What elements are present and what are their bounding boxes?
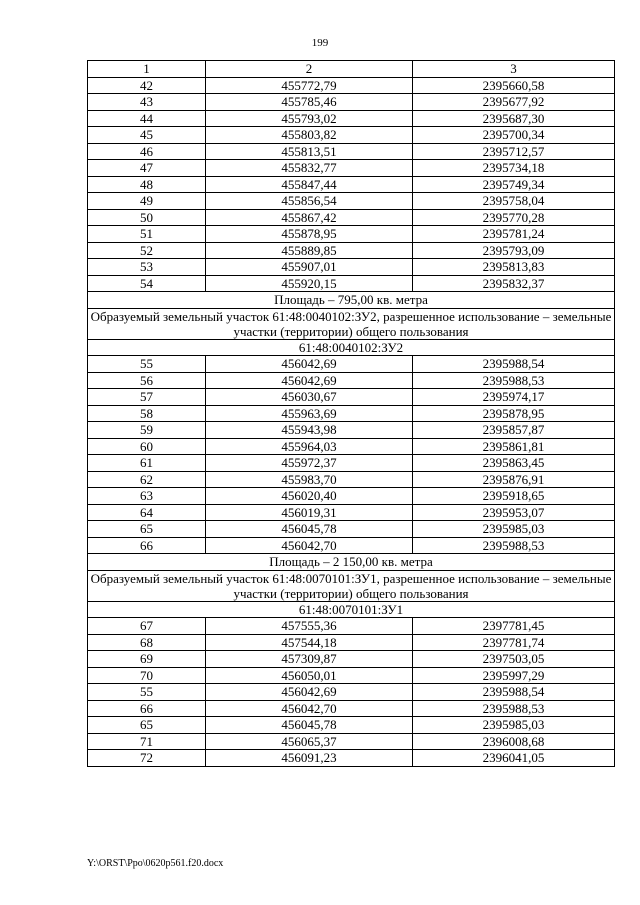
y-coordinate-cell: 2395813,83	[413, 259, 615, 276]
x-coordinate-cell: 455983,70	[206, 471, 413, 488]
point-number-cell: 67	[88, 618, 206, 635]
x-coordinate-cell: 456042,69	[206, 356, 413, 373]
point-number-cell: 65	[88, 717, 206, 734]
x-coordinate-cell: 455772,79	[206, 77, 413, 94]
table-row	[88, 226, 615, 243]
table-row	[88, 176, 615, 193]
y-coordinate-cell: 2395700,34	[413, 127, 615, 144]
section-row	[88, 601, 615, 618]
table-row	[88, 618, 615, 635]
y-coordinate-cell: 2395793,09	[413, 242, 615, 259]
y-coordinate-cell: 2395861,81	[413, 438, 615, 455]
y-coordinate-cell: 2395749,34	[413, 176, 615, 193]
point-number-cell: 70	[88, 667, 206, 684]
column-header-y: 3	[413, 61, 615, 78]
point-number-cell: 56	[88, 372, 206, 389]
x-coordinate-cell: 456020,40	[206, 488, 413, 505]
y-coordinate-cell: 2395857,87	[413, 422, 615, 439]
x-coordinate-cell: 456050,01	[206, 667, 413, 684]
x-coordinate-cell: 456042,69	[206, 684, 413, 701]
x-coordinate-cell: 455963,69	[206, 405, 413, 422]
point-number-cell: 64	[88, 504, 206, 521]
y-coordinate-cell: 2395677,92	[413, 94, 615, 111]
x-coordinate-cell: 457309,87	[206, 651, 413, 668]
y-coordinate-cell: 2395997,29	[413, 667, 615, 684]
point-number-cell: 49	[88, 193, 206, 210]
table-row	[88, 521, 615, 538]
column-header-point: 1	[88, 61, 206, 78]
y-coordinate-cell: 2395876,91	[413, 471, 615, 488]
page-number: 199	[311, 37, 329, 49]
y-coordinate-cell: 2395988,53	[413, 700, 615, 717]
x-coordinate-cell: 455907,01	[206, 259, 413, 276]
point-number-cell: 52	[88, 242, 206, 259]
table-row	[88, 127, 615, 144]
table-row	[88, 438, 615, 455]
y-coordinate-cell: 2395988,53	[413, 372, 615, 389]
point-number-cell: 48	[88, 176, 206, 193]
y-coordinate-cell: 2395985,03	[413, 717, 615, 734]
table-row	[88, 242, 615, 259]
table-row	[88, 733, 615, 750]
point-number-cell: 51	[88, 226, 206, 243]
section-row	[88, 308, 615, 339]
table-row	[88, 667, 615, 684]
footer-file-path: Y:\ORST\Ppo\0620p561.f20.docx	[87, 858, 224, 869]
x-coordinate-cell: 455867,42	[206, 209, 413, 226]
y-coordinate-cell: 2395712,57	[413, 143, 615, 160]
table-row	[88, 259, 615, 276]
y-coordinate-cell: 2397781,45	[413, 618, 615, 635]
y-coordinate-cell: 2395953,07	[413, 504, 615, 521]
point-number-cell: 42	[88, 77, 206, 94]
section-row	[88, 554, 615, 571]
x-coordinate-cell: 456045,78	[206, 717, 413, 734]
y-coordinate-cell: 2397503,05	[413, 651, 615, 668]
x-coordinate-cell: 455856,54	[206, 193, 413, 210]
point-number-cell: 45	[88, 127, 206, 144]
x-coordinate-cell: 455793,02	[206, 110, 413, 127]
table-row	[88, 160, 615, 177]
y-coordinate-cell: 2395974,17	[413, 389, 615, 406]
table-row	[88, 94, 615, 111]
x-coordinate-cell: 457555,36	[206, 618, 413, 635]
table-row	[88, 684, 615, 701]
section-text: 61:48:0040102:ЗУ2	[88, 339, 615, 356]
point-number-cell: 65	[88, 521, 206, 538]
section-text: Образуемый земельный участок 61:48:0040102:ЗУ2, разрешенное использование – земельные участки (территории) общего пользования	[88, 308, 615, 339]
x-coordinate-cell: 455803,82	[206, 127, 413, 144]
table-row	[88, 537, 615, 554]
y-coordinate-cell: 2395988,54	[413, 356, 615, 373]
section-row	[88, 339, 615, 356]
y-coordinate-cell: 2396041,05	[413, 750, 615, 767]
y-coordinate-cell: 2395988,53	[413, 537, 615, 554]
table-header-row	[88, 61, 615, 78]
section-row	[88, 292, 615, 309]
table-body	[88, 77, 615, 766]
y-coordinate-cell: 2395988,54	[413, 684, 615, 701]
x-coordinate-cell: 456042,70	[206, 700, 413, 717]
point-number-cell: 59	[88, 422, 206, 439]
point-number-cell: 47	[88, 160, 206, 177]
y-coordinate-cell: 2395985,03	[413, 521, 615, 538]
table-row	[88, 77, 615, 94]
table-row	[88, 275, 615, 292]
x-coordinate-cell: 456065,37	[206, 733, 413, 750]
x-coordinate-cell: 455813,51	[206, 143, 413, 160]
y-coordinate-cell: 2397781,74	[413, 634, 615, 651]
point-number-cell: 57	[88, 389, 206, 406]
y-coordinate-cell: 2395781,24	[413, 226, 615, 243]
y-coordinate-cell: 2396008,68	[413, 733, 615, 750]
table-row	[88, 405, 615, 422]
point-number-cell: 71	[88, 733, 206, 750]
x-coordinate-cell: 457544,18	[206, 634, 413, 651]
y-coordinate-cell: 2395687,30	[413, 110, 615, 127]
section-text: Образуемый земельный участок 61:48:0070101:ЗУ1, разрешенное использование – земельные участки (территории) общего пользования	[88, 570, 615, 601]
point-number-cell: 50	[88, 209, 206, 226]
section-text: Площадь – 795,00 кв. метра	[88, 292, 615, 309]
table-row	[88, 634, 615, 651]
table-row	[88, 389, 615, 406]
point-number-cell: 43	[88, 94, 206, 111]
point-number-cell: 55	[88, 356, 206, 373]
point-number-cell: 53	[88, 259, 206, 276]
point-number-cell: 63	[88, 488, 206, 505]
table-row	[88, 143, 615, 160]
x-coordinate-cell: 456042,69	[206, 372, 413, 389]
y-coordinate-cell: 2395734,18	[413, 160, 615, 177]
section-row	[88, 570, 615, 601]
y-coordinate-cell: 2395758,04	[413, 193, 615, 210]
point-number-cell: 68	[88, 634, 206, 651]
y-coordinate-cell: 2395878,95	[413, 405, 615, 422]
x-coordinate-cell: 455972,37	[206, 455, 413, 472]
x-coordinate-cell: 455943,98	[206, 422, 413, 439]
x-coordinate-cell: 456045,78	[206, 521, 413, 538]
point-number-cell: 54	[88, 275, 206, 292]
x-coordinate-cell: 456019,31	[206, 504, 413, 521]
point-number-cell: 66	[88, 537, 206, 554]
x-coordinate-cell: 455878,95	[206, 226, 413, 243]
table-row	[88, 750, 615, 767]
point-number-cell: 58	[88, 405, 206, 422]
table-row	[88, 209, 615, 226]
x-coordinate-cell: 455785,46	[206, 94, 413, 111]
table-row	[88, 700, 615, 717]
table-row	[88, 488, 615, 505]
point-number-cell: 72	[88, 750, 206, 767]
point-number-cell: 66	[88, 700, 206, 717]
table-row	[88, 455, 615, 472]
coordinates-table	[87, 60, 615, 767]
point-number-cell: 60	[88, 438, 206, 455]
table-row	[88, 193, 615, 210]
point-number-cell: 62	[88, 471, 206, 488]
y-coordinate-cell: 2395770,28	[413, 209, 615, 226]
table-row	[88, 717, 615, 734]
table-row	[88, 372, 615, 389]
x-coordinate-cell: 456030,67	[206, 389, 413, 406]
column-header-x: 2	[206, 61, 413, 78]
table-row	[88, 504, 615, 521]
y-coordinate-cell: 2395863,45	[413, 455, 615, 472]
y-coordinate-cell: 2395832,37	[413, 275, 615, 292]
point-number-cell: 61	[88, 455, 206, 472]
point-number-cell: 55	[88, 684, 206, 701]
x-coordinate-cell: 455847,44	[206, 176, 413, 193]
table-row	[88, 110, 615, 127]
point-number-cell: 69	[88, 651, 206, 668]
table-row	[88, 651, 615, 668]
x-coordinate-cell: 455889,85	[206, 242, 413, 259]
x-coordinate-cell: 455920,15	[206, 275, 413, 292]
point-number-cell: 46	[88, 143, 206, 160]
point-number-cell: 44	[88, 110, 206, 127]
section-text: 61:48:0070101:ЗУ1	[88, 601, 615, 618]
table-row	[88, 356, 615, 373]
x-coordinate-cell: 455832,77	[206, 160, 413, 177]
x-coordinate-cell: 456091,23	[206, 750, 413, 767]
table-row	[88, 422, 615, 439]
y-coordinate-cell: 2395660,58	[413, 77, 615, 94]
x-coordinate-cell: 456042,70	[206, 537, 413, 554]
x-coordinate-cell: 455964,03	[206, 438, 413, 455]
y-coordinate-cell: 2395918,65	[413, 488, 615, 505]
table-row	[88, 471, 615, 488]
section-text: Площадь – 2 150,00 кв. метра	[88, 554, 615, 571]
